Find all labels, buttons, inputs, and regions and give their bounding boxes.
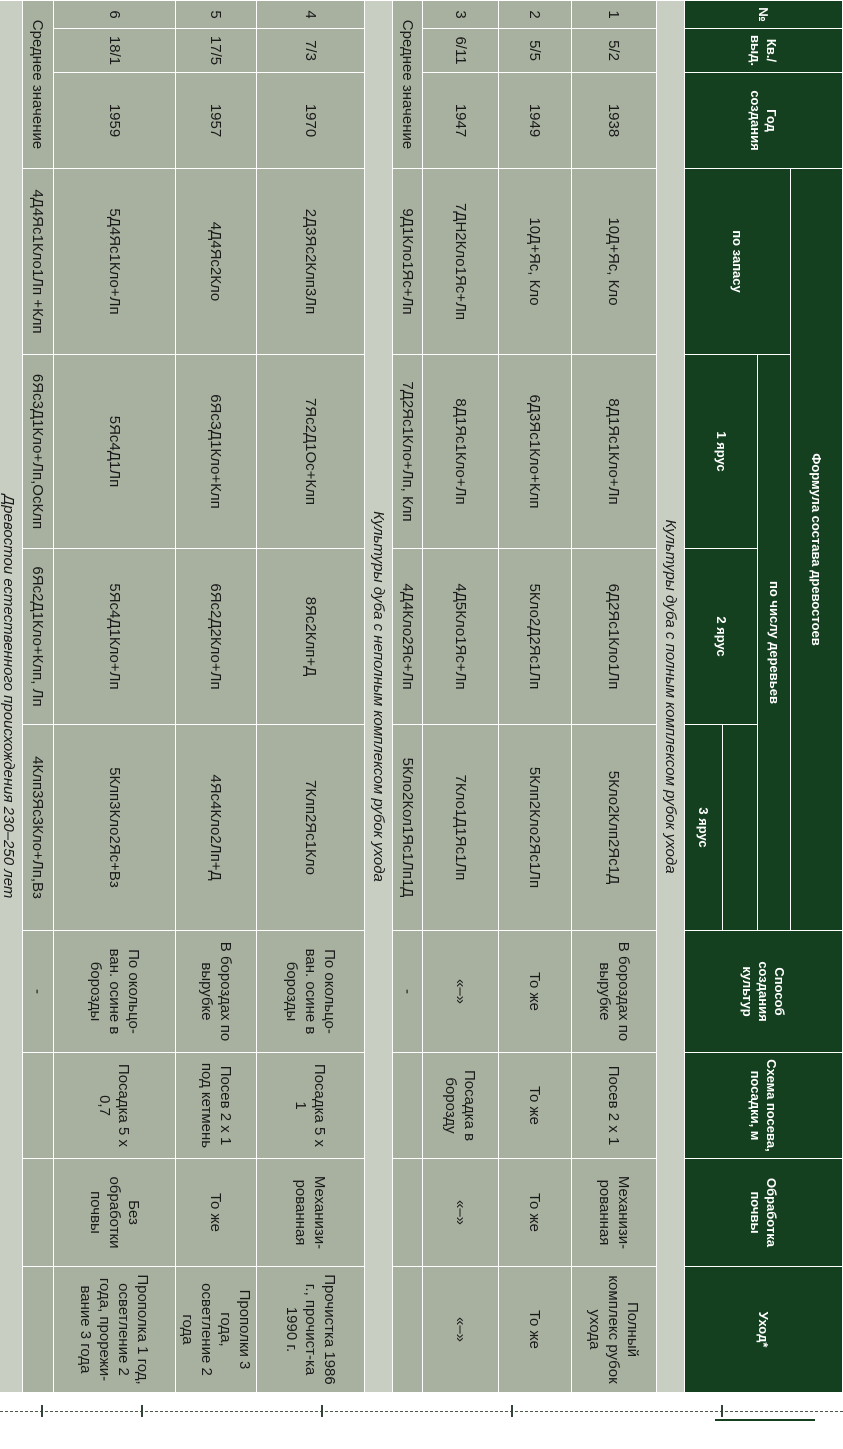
row-year: 1957: [176, 73, 257, 169]
row-tier2: 4Д5Кло1Яс+Лп: [423, 549, 499, 725]
margin-mark: [321, 1405, 323, 1417]
row-scheme: Посев 2 х 1 под кетмень: [176, 1053, 257, 1159]
average-row-scheme: [393, 1053, 423, 1159]
row-tier2: 5Яс4Д1Кло+Лп: [54, 549, 176, 725]
row-tier1: 8Д1Яс1Кло+Лп: [423, 355, 499, 549]
table-row: [54, 1, 176, 1393]
page-margin-decoration: [0, 1393, 843, 1449]
average-row-method: -: [393, 931, 423, 1053]
average-row-method: -: [23, 931, 54, 1053]
row-tier1: 5Яс4Д1Лп: [54, 355, 176, 549]
row-scheme: Посев 2 х 1: [572, 1053, 657, 1159]
table-row: [257, 1, 365, 1393]
average-row-tier1: 6Яс3Д1Кло+Лп,ОсКлп: [23, 355, 54, 549]
row-scheme: Посадка 5 х 0,7: [54, 1053, 176, 1159]
header-care: Уход*: [685, 1267, 843, 1393]
header-by-count: по числу деревьев: [758, 355, 791, 931]
table-row: [499, 1, 572, 1393]
row-year: 1949: [499, 73, 572, 169]
row-tier3: 7Кло1Д1Яс1Лп: [423, 725, 499, 931]
section-title: Древостои естественного происхождения 230–250 лет: [0, 1, 23, 1393]
average-label: Среднее значение: [23, 1, 54, 169]
section-row: [657, 1, 685, 1393]
average-row-tier2: 6Яс2Д1Кло+Клп, Лп: [23, 549, 54, 725]
row-year: 1947: [423, 73, 499, 169]
row-tier1: 7Яс2Д1Ос+Клп: [257, 355, 365, 549]
table-body: [0, 1, 685, 1393]
row-kv: 5/5: [499, 29, 572, 73]
row-care: Полный комплекс рубок ухода: [572, 1267, 657, 1393]
row-scheme: То же: [499, 1053, 572, 1159]
row-soil: То же: [176, 1159, 257, 1267]
row-stock: 2Д3Яс2Клп3Лп: [257, 169, 365, 355]
table-row: [572, 1, 657, 1393]
row-stock: 5Д4Яс1Кло+Лп: [54, 169, 176, 355]
row-tier3: 5Клп3Кло2Яс+Вз: [54, 725, 176, 931]
row-method: По окольцо-ван. осине в борозды: [257, 931, 365, 1053]
header-tier3: 3 ярус: [685, 725, 723, 931]
margin-bar: [715, 1419, 815, 1421]
header-no: №: [685, 1, 843, 29]
average-row: [23, 1, 54, 1393]
row-soil: То же: [499, 1159, 572, 1267]
average-row-care: [393, 1267, 423, 1393]
row-method: То же: [499, 931, 572, 1053]
header-tier1: 1 ярус: [685, 355, 758, 549]
row-no: 3: [423, 1, 499, 29]
average-row-tier2: 4Д4Кло2Яс+Лп: [393, 549, 423, 725]
header-method: Способ создания культур: [685, 931, 843, 1053]
table-row: [176, 1, 257, 1393]
row-soil: Без обработки почвы: [54, 1159, 176, 1267]
row-care: «–»: [423, 1267, 499, 1393]
row-year: 1959: [54, 73, 176, 169]
row-soil: «–»: [423, 1159, 499, 1267]
section-row: [365, 1, 393, 1393]
row-method: В бороздах по вырубке: [572, 931, 657, 1053]
row-tier2: 6Яс2Д2Кло+Лп: [176, 549, 257, 725]
row-stock: 4Д4Яс2Кло: [176, 169, 257, 355]
row-care: Прочистка 1986 г., прочист-ка 1990 г.: [257, 1267, 365, 1393]
row-kv: 18/1: [54, 29, 176, 73]
row-stock: 10Д+Яс, Кло: [572, 169, 657, 355]
row-stock: 10Д+Яс, Кло: [499, 169, 572, 355]
row-kv: 5/2: [572, 29, 657, 73]
row-tier3: 5Клп2Кло2Яс1Лп: [499, 725, 572, 931]
average-row-soil: [393, 1159, 423, 1267]
average-row-stock: 4Д4Яс1Кло1Лп +Клп: [23, 169, 54, 355]
row-tier1: 6ЯсЗД1Кло+Клп: [176, 355, 257, 549]
margin-mark: [41, 1405, 43, 1417]
header-kv: Кв./ выд.: [685, 29, 843, 73]
section-title: Культуры дуба с полным комплексом рубок ухода: [657, 1, 685, 1393]
row-soil: Механизи-рованная: [572, 1159, 657, 1267]
header-soil: Обработка почвы: [685, 1159, 843, 1267]
section-title: Культуры дуба с неполным комплексом рубок ухода: [365, 1, 393, 1393]
average-row-stock: 9Д1Кло1Яс+Лп: [393, 169, 423, 355]
margin-mark: [511, 1405, 513, 1417]
row-method: По окольцо-ван. осине в борозды: [54, 931, 176, 1053]
row-tier3: 5Кло2Клп2Яс1Д: [572, 725, 657, 931]
row-method: «–»: [423, 931, 499, 1053]
header-year: Год создания: [685, 73, 843, 169]
average-row-tier3: 5Кло2Кол1Яс1Лп1Д: [393, 725, 423, 931]
average-row: [393, 1, 423, 1393]
row-no: 4: [257, 1, 365, 29]
row-kv: 17/5: [176, 29, 257, 73]
row-scheme: Посадка 5 х 1: [257, 1053, 365, 1159]
row-tier1: 6Д3Яс1Кло+Клп: [499, 355, 572, 549]
header-tier2: 2 ярус: [685, 549, 758, 725]
row-method: В бороздах по вырубке: [176, 931, 257, 1053]
row-stock: 7ДН2Кло1Яс+Лп: [423, 169, 499, 355]
header-tier3-spacer: [723, 725, 758, 931]
margin-mark: [141, 1405, 143, 1417]
row-year: 1970: [257, 73, 365, 169]
header-by-stock: по запасу: [685, 169, 791, 355]
row-year: 1938: [572, 73, 657, 169]
row-tier3: 7Клп2Яс1Кло: [257, 725, 365, 931]
average-label: Среднее значение: [393, 1, 423, 169]
row-care: Прополка 1 год, осветление 2 года, прорежи-вание 3 года: [54, 1267, 176, 1393]
row-no: 2: [499, 1, 572, 29]
table-header: [685, 1, 843, 1393]
average-row-tier1: 7Д2Яс1Кло+Лп, Клп: [393, 355, 423, 549]
average-row-soil: [23, 1159, 54, 1267]
header-formula: Формула состава древостоев: [791, 169, 843, 931]
margin-mark: [721, 1405, 723, 1417]
row-tier2: 5Кло2Д2Яс1Лп: [499, 549, 572, 725]
row-tier2: 6Д2Яс1Кло1Лп: [572, 549, 657, 725]
row-no: 1: [572, 1, 657, 29]
section-row: [0, 1, 23, 1393]
row-tier2: 8Яс2Клп+Д: [257, 549, 365, 725]
row-soil: Механизи-рованная: [257, 1159, 365, 1267]
row-care: Прополки 3 года, осветление 2 года: [176, 1267, 257, 1393]
row-kv: 7/3: [257, 29, 365, 73]
row-kv: 6/11: [423, 29, 499, 73]
row-tier3: 4Яс4Кло2Лп+Д: [176, 725, 257, 931]
header-scheme: Схема посева, посадки, м: [685, 1053, 843, 1159]
table-row: [423, 1, 499, 1393]
row-no: 6: [54, 1, 176, 29]
row-no: 5: [176, 1, 257, 29]
row-tier1: 8Д1Яс1Кло+Лп: [572, 355, 657, 549]
average-row-care: [23, 1267, 54, 1393]
dashed-rule: [0, 1411, 843, 1412]
row-care: То же: [499, 1267, 572, 1393]
average-row-scheme: [23, 1053, 54, 1159]
row-scheme: Посадка в борозду: [423, 1053, 499, 1159]
average-row-tier3: 4Клп3Яс3Кло+Лп,Вз: [23, 725, 54, 931]
